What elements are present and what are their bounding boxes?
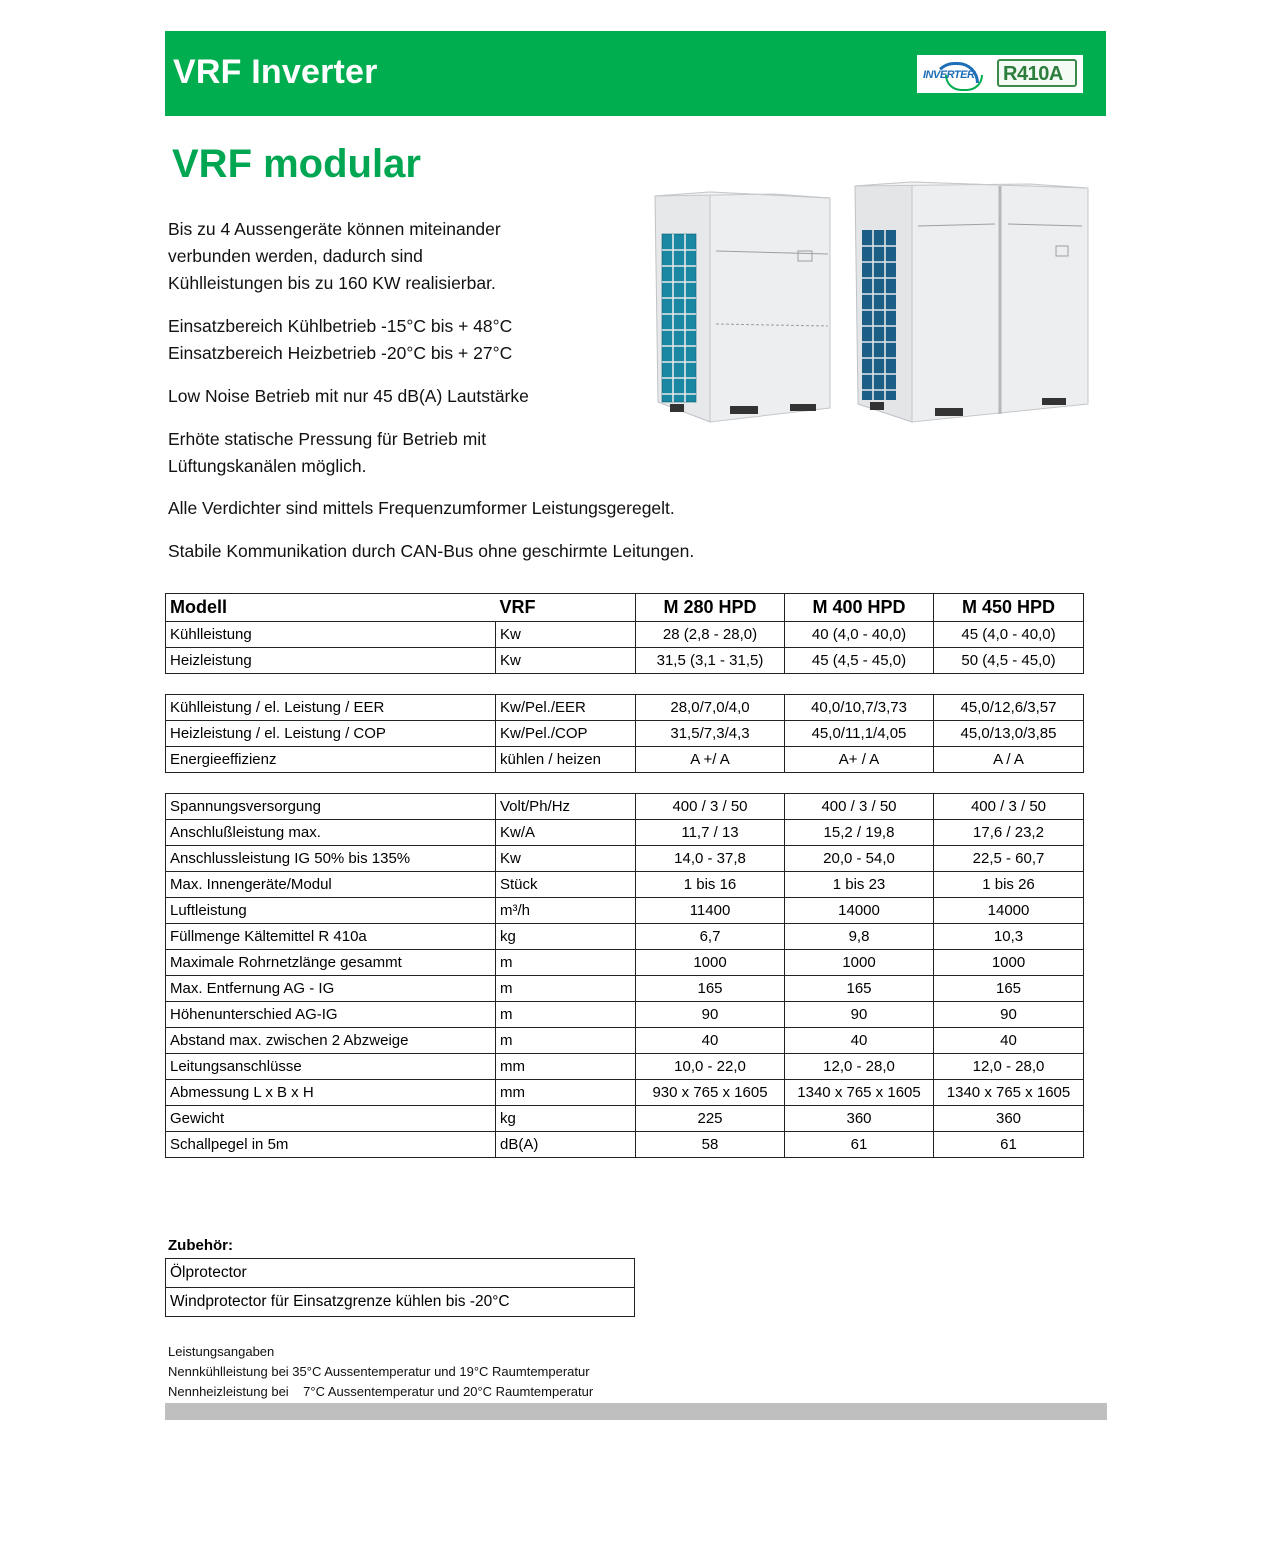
description-paragraph-5 <box>168 495 675 522</box>
row-unit: m³/h <box>496 898 636 924</box>
row-label: Anschlußleistung max. <box>166 820 496 846</box>
cell-value: 165 <box>934 976 1084 1002</box>
table-row <box>166 898 1084 924</box>
cell-value: 28,0/7,0/4,0 <box>636 695 785 721</box>
cell-value: 45,0/13,0/3,85 <box>934 721 1084 747</box>
cell-value: 31,5/7,3/4,3 <box>636 721 785 747</box>
cell-value: 360 <box>934 1106 1084 1132</box>
row-label: Max. Innengeräte/Modul <box>166 872 496 898</box>
cell-value: 165 <box>785 976 934 1002</box>
row-label: Luftleistung <box>166 898 496 924</box>
row-label: Heizleistung / el. Leistung / COP <box>166 721 496 747</box>
description-line: Erhöte statische Pressung für Betrieb mit <box>168 429 487 449</box>
row-unit: m <box>496 1028 636 1054</box>
cell-value: 14000 <box>785 898 934 924</box>
row-label: Heizleistung <box>166 648 496 674</box>
cell-value: 90 <box>636 1002 785 1028</box>
cell-value: 28 (2,8 - 28,0) <box>636 622 785 648</box>
row-label: Abstand max. zwischen 2 Abzweige <box>166 1028 496 1054</box>
inverter-logo-text: INVERTER <box>923 69 975 81</box>
table-row <box>166 1080 1084 1106</box>
row-unit: mm <box>496 1080 636 1106</box>
inverter-logo-icon <box>923 61 991 89</box>
spec-table-technical <box>165 793 1084 1158</box>
row-label: Kühlleistung <box>166 622 496 648</box>
row-label: Schallpegel in 5m <box>166 1132 496 1158</box>
row-unit: Stück <box>496 872 636 898</box>
accessory-row <box>166 1259 635 1288</box>
row-unit: dB(A) <box>496 1132 636 1158</box>
cell-value: 9,8 <box>785 924 934 950</box>
accessory-item: Windprotector für Einsatzgrenze kühlen bis -20°C <box>166 1288 635 1317</box>
row-label: Abmessung L x B x H <box>166 1080 496 1106</box>
table-row <box>166 1054 1084 1080</box>
cell-value: 1000 <box>934 950 1084 976</box>
row-unit: Kw <box>496 846 636 872</box>
table-row <box>166 820 1084 846</box>
spec-table-capacity <box>165 593 1084 674</box>
performance-notes <box>168 1342 593 1402</box>
cell-value: 1000 <box>785 950 934 976</box>
accessory-item: Ölprotector <box>166 1259 635 1288</box>
row-label: Maximale Rohrnetzlänge gesammt <box>166 950 496 976</box>
row-unit: Kw <box>496 622 636 648</box>
accessory-row <box>166 1288 635 1317</box>
cell-value: 400 / 3 / 50 <box>934 794 1084 820</box>
outdoor-unit-large <box>855 182 1088 422</box>
table-row <box>166 695 1084 721</box>
row-unit: m <box>496 1002 636 1028</box>
cell-value: 17,6 / 23,2 <box>934 820 1084 846</box>
row-unit: Kw/Pel./COP <box>496 721 636 747</box>
header-title: VRF Inverter <box>173 53 378 91</box>
cell-value: 20,0 - 54,0 <box>785 846 934 872</box>
spec-table-efficiency <box>165 694 1084 773</box>
description-paragraph-6 <box>168 538 694 565</box>
notes-heading: Leistungsangaben <box>168 1344 275 1359</box>
cell-value: 61 <box>934 1132 1084 1158</box>
cell-value: 15,2 / 19,8 <box>785 820 934 846</box>
cell-value: 360 <box>785 1106 934 1132</box>
table-row <box>166 794 1084 820</box>
cell-value: 1000 <box>636 950 785 976</box>
table-row <box>166 950 1084 976</box>
header-unit-label: VRF <box>496 594 636 622</box>
row-unit: kg <box>496 1106 636 1132</box>
header-bar <box>165 31 1106 116</box>
description-paragraph-4 <box>168 426 486 480</box>
outdoor-unit-small <box>655 192 830 422</box>
cell-value: 225 <box>636 1106 785 1132</box>
row-label: Höhenunterschied AG-IG <box>166 1002 496 1028</box>
cell-value: 90 <box>934 1002 1084 1028</box>
r410a-logo-text: R410A <box>1003 63 1063 85</box>
table-row <box>166 1002 1084 1028</box>
cell-value: A+ / A <box>785 747 934 773</box>
description-line: Einsatzbereich Kühlbetrieb -15°C bis + 48°C <box>168 316 513 336</box>
cell-value: 45 (4,5 - 45,0) <box>785 648 934 674</box>
row-unit: Kw/A <box>496 820 636 846</box>
accessories-table <box>165 1258 635 1317</box>
cell-value: 1 bis 26 <box>934 872 1084 898</box>
table-row <box>166 846 1084 872</box>
table-row <box>166 976 1084 1002</box>
cell-value: 45,0/11,1/4,05 <box>785 721 934 747</box>
header-model-m400: M 400 HPD <box>785 594 934 622</box>
cell-value: 930 x 765 x 1605 <box>636 1080 785 1106</box>
row-label: Anschlussleistung IG 50% bis 135% <box>166 846 496 872</box>
page-title: VRF modular <box>172 142 421 186</box>
cell-value: 1340 x 765 x 1605 <box>934 1080 1084 1106</box>
cell-value: 10,3 <box>934 924 1084 950</box>
cell-value: A +/ A <box>636 747 785 773</box>
accessories-title: Zubehör: <box>168 1237 233 1254</box>
cell-value: 165 <box>636 976 785 1002</box>
description-paragraph-1 <box>168 216 501 297</box>
description-paragraph-3 <box>168 383 529 410</box>
cell-value: 50 (4,5 - 45,0) <box>934 648 1084 674</box>
row-label: Füllmenge Kältemittel R 410a <box>166 924 496 950</box>
cell-value: 90 <box>785 1002 934 1028</box>
header-model-m280: M 280 HPD <box>636 594 785 622</box>
table-row <box>166 648 1084 674</box>
description-line: Low Noise Betrieb mit nur 45 dB(A) Lautstärke <box>168 386 529 406</box>
table-row <box>166 1028 1084 1054</box>
footer-bar <box>165 1403 1107 1420</box>
row-label: Spannungsversorgung <box>166 794 496 820</box>
row-unit: kühlen / heizen <box>496 747 636 773</box>
cell-value: 1 bis 23 <box>785 872 934 898</box>
description-line: Kühlleistungen bis zu 160 KW realisierbar. <box>168 273 496 293</box>
description-line: Lüftungskanälen möglich. <box>168 456 367 476</box>
cell-value: 12,0 - 28,0 <box>934 1054 1084 1080</box>
cell-value: 400 / 3 / 50 <box>785 794 934 820</box>
cell-value: 22,5 - 60,7 <box>934 846 1084 872</box>
description-line: verbunden werden, dadurch sind <box>168 246 423 266</box>
header-model-m450: M 450 HPD <box>934 594 1084 622</box>
description-paragraph-2 <box>168 313 512 367</box>
row-unit: Kw <box>496 648 636 674</box>
product-image <box>650 176 1095 426</box>
row-unit: Kw/Pel./EER <box>496 695 636 721</box>
cell-value: 40 <box>785 1028 934 1054</box>
row-label: Max. Entfernung AG - IG <box>166 976 496 1002</box>
row-label: Leitungsanschlüsse <box>166 1054 496 1080</box>
cell-value: A / A <box>934 747 1084 773</box>
cell-value: 61 <box>785 1132 934 1158</box>
logo-group <box>917 55 1083 93</box>
table-row <box>166 622 1084 648</box>
header-model-label: Modell <box>166 594 496 622</box>
table-row <box>166 721 1084 747</box>
cell-value: 58 <box>636 1132 785 1158</box>
cell-value: 1340 x 765 x 1605 <box>785 1080 934 1106</box>
cell-value: 1 bis 16 <box>636 872 785 898</box>
row-label: Gewicht <box>166 1106 496 1132</box>
table-header-row <box>166 594 1084 622</box>
cell-value: 400 / 3 / 50 <box>636 794 785 820</box>
cell-value: 40,0/10,7/3,73 <box>785 695 934 721</box>
row-unit: Volt/Ph/Hz <box>496 794 636 820</box>
cell-value: 12,0 - 28,0 <box>785 1054 934 1080</box>
cell-value: 45,0/12,6/3,57 <box>934 695 1084 721</box>
cell-value: 14000 <box>934 898 1084 924</box>
cell-value: 40 <box>636 1028 785 1054</box>
row-unit: kg <box>496 924 636 950</box>
description-line: Alle Verdichter sind mittels Frequenzumformer Leistungsgeregelt. <box>168 498 675 518</box>
table-row <box>166 1132 1084 1158</box>
cell-value: 11400 <box>636 898 785 924</box>
cell-value: 31,5 (3,1 - 31,5) <box>636 648 785 674</box>
cell-value: 14,0 - 37,8 <box>636 846 785 872</box>
description-line: Bis zu 4 Aussengeräte können miteinander <box>168 219 501 239</box>
table-row <box>166 747 1084 773</box>
row-unit: mm <box>496 1054 636 1080</box>
r410a-logo-icon <box>997 59 1077 87</box>
cell-value: 45 (4,0 - 40,0) <box>934 622 1084 648</box>
cell-value: 10,0 - 22,0 <box>636 1054 785 1080</box>
notes-line: Nennkühlleistung bei 35°C Aussentemperatur und 19°C Raumtemperatur <box>168 1364 590 1379</box>
table-row <box>166 1106 1084 1132</box>
row-unit: m <box>496 976 636 1002</box>
description-line: Stabile Kommunikation durch CAN-Bus ohne geschirmte Leitungen. <box>168 541 695 561</box>
cell-value: 40 (4,0 - 40,0) <box>785 622 934 648</box>
table-row <box>166 872 1084 898</box>
cell-value: 40 <box>934 1028 1084 1054</box>
cell-value: 6,7 <box>636 924 785 950</box>
row-label: Energieeffizienz <box>166 747 496 773</box>
notes-line: Nennheizleistung bei 7°C Aussentemperatur und 20°C Raumtemperatur <box>168 1384 594 1399</box>
row-unit: m <box>496 950 636 976</box>
cell-value: 11,7 / 13 <box>636 820 785 846</box>
description-line: Einsatzbereich Heizbetrieb -20°C bis + 27°C <box>168 343 513 363</box>
table-row <box>166 924 1084 950</box>
row-label: Kühlleistung / el. Leistung / EER <box>166 695 496 721</box>
